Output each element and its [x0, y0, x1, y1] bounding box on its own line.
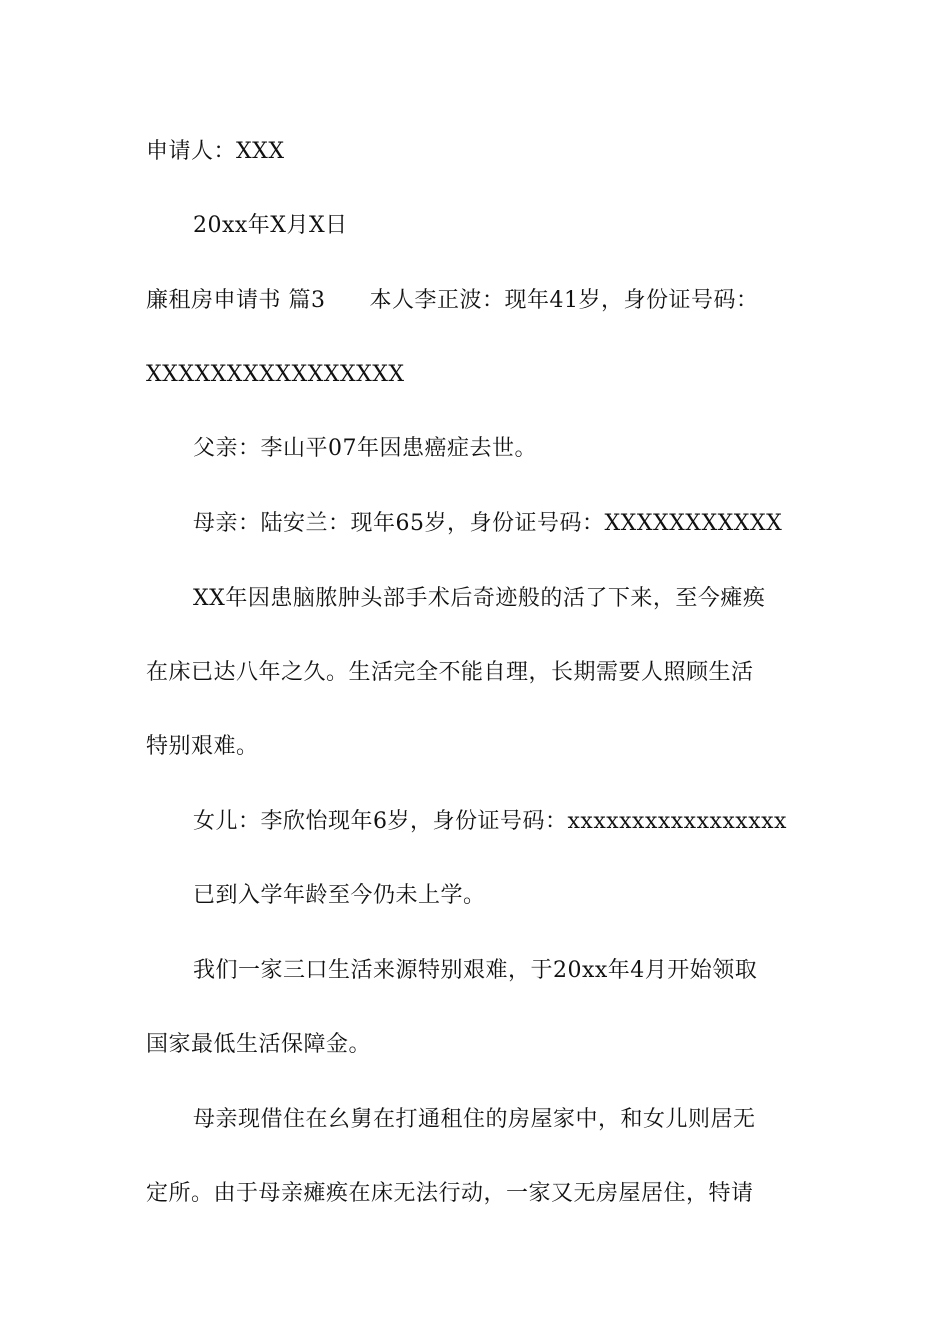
applicant-line: 申请人：XXX: [146, 139, 285, 164]
section-title: 廉租房申请书 篇3: [146, 288, 326, 313]
id-number-line: XXXXXXXXXXXXXXXX: [146, 362, 405, 387]
paragraph-line: 在床已达八年之久。生活完全不能自理，长期需要人照顾生活: [146, 660, 754, 685]
paragraph-line: 特别艰难。: [146, 734, 259, 759]
mother-line: 母亲：陆安兰：现年65岁，身份证号码：XXXXXXXXXXX: [193, 511, 783, 536]
date-line: 20xx年X月X日: [193, 213, 348, 238]
paragraph-line: 国家最低生活保障金。: [146, 1032, 372, 1057]
daughter-line: 女儿：李欣怡现年6岁，身份证号码：xxxxxxxxxxxxxxxxx: [193, 809, 787, 834]
paragraph-line: XX年因患脑脓肿头部手术后奇迹般的活了下来，至今瘫痪: [193, 586, 766, 611]
paragraph-line: 已到入学年龄至今仍未上学。: [193, 883, 486, 908]
paragraph-line: 定所。由于母亲瘫痪在床无法行动，一家又无房屋居住，特请: [146, 1181, 754, 1206]
paragraph-line: 母亲现借住在幺舅在打通租住的房屋家中，和女儿则居无: [193, 1107, 756, 1132]
self-intro-text: 本人李正波：现年41岁，身份证号码：: [369, 288, 759, 313]
section-heading-line: [146, 286, 816, 316]
paragraph-line: 我们一家三口生活来源特别艰难，于20xx年4月开始领取: [193, 958, 758, 983]
father-line: 父亲：李山平07年因患癌症去世。: [193, 436, 537, 461]
